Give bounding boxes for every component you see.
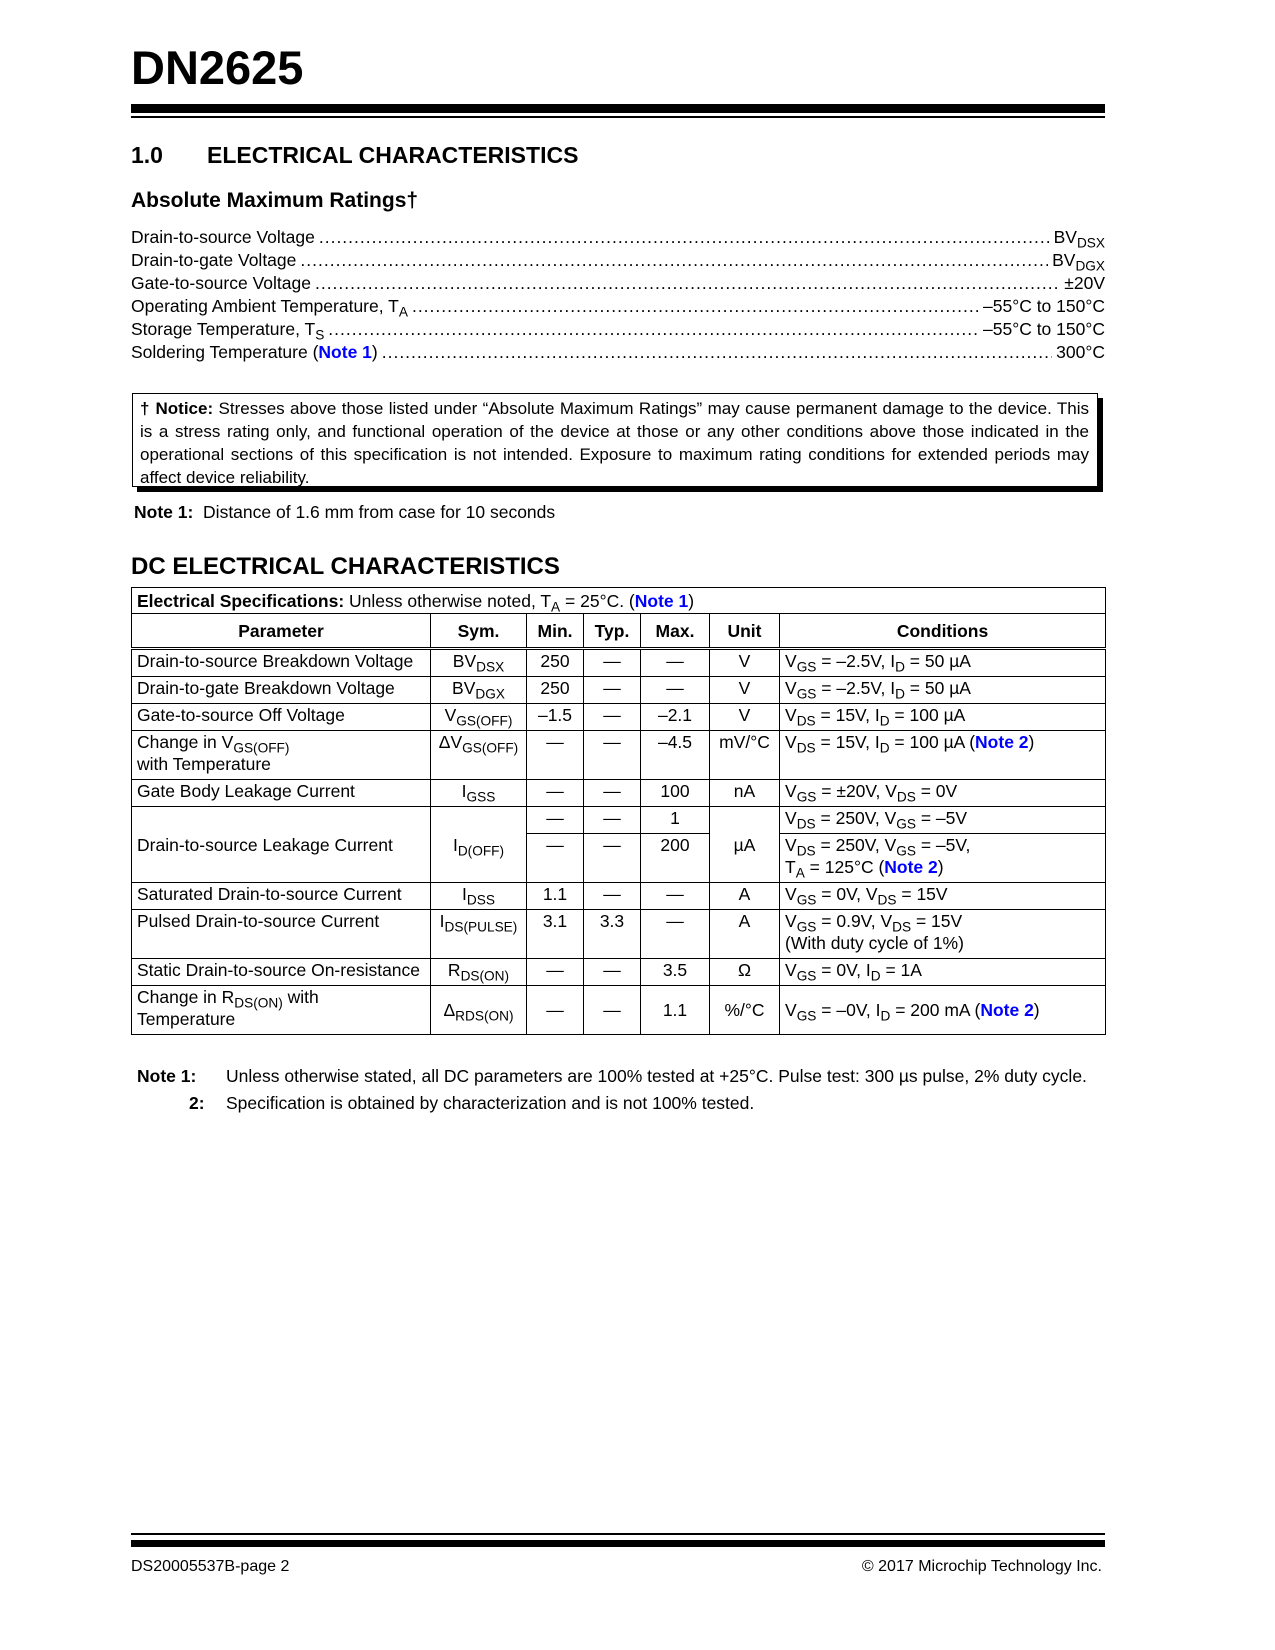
- amr-row: [131, 249, 1105, 272]
- sym-cell: $I_{DSS}$: [431, 883, 527, 910]
- note-text: Specification is obtained by characterization and is not 100% tested.: [226, 1093, 755, 1113]
- note-text: Unless otherwise stated, all DC parameters are 100% tested at +25°C. Pulse test: 300 µs pulse, 2% duty cycle.: [226, 1066, 1087, 1086]
- param-cell: Change in $V_{GS(OFF)}$ with Temperature: [132, 731, 431, 780]
- min-cell: –1.5: [527, 704, 584, 731]
- note-item: [137, 1092, 1097, 1115]
- amr-note: [134, 502, 555, 523]
- section-heading: [131, 142, 578, 169]
- amr-row: [131, 341, 1105, 364]
- max-cell: –4.5: [641, 731, 710, 780]
- amr-value: 300°C: [1056, 342, 1105, 362]
- max-cell: —: [641, 677, 710, 704]
- cond-cell: $V_{GS} = 0V$, $V_{DS} = 15V$: [780, 883, 1106, 910]
- amr-note-text: Distance of 1.6 mm from case for 10 seconds: [203, 502, 556, 522]
- note-label: 2:: [189, 1093, 205, 1113]
- sym-cell: $\Delta V_{GS(OFF)}$: [431, 731, 527, 780]
- param-cell: Gate-to-source Off Voltage: [132, 704, 431, 731]
- min-cell: —: [527, 834, 584, 883]
- table-row: [132, 910, 1106, 959]
- min-cell: 250: [527, 649, 584, 677]
- col-header-sym: Sym.: [431, 614, 527, 649]
- amr-label: Gate-to-source Voltage: [131, 273, 311, 293]
- table-header-row: [132, 614, 1106, 649]
- sym-cell: $BV_{DSX}$: [431, 649, 527, 677]
- amr-value: –55°C to 150°C: [983, 296, 1105, 316]
- leader-dots: [328, 318, 979, 341]
- col-header-unit: Unit: [710, 614, 780, 649]
- unit-cell: mV/°C: [710, 731, 780, 780]
- max-cell: 1: [641, 807, 710, 834]
- min-cell: —: [527, 959, 584, 986]
- table-row: [132, 807, 1106, 834]
- unit-cell: V: [710, 704, 780, 731]
- amr-value: ±20V: [1064, 273, 1105, 293]
- typ-cell: —: [584, 834, 641, 883]
- unit-cell: V: [710, 677, 780, 704]
- note-2-link[interactable]: Note 2: [884, 857, 938, 877]
- leader-dots: [300, 249, 1048, 272]
- cond-cell: $V_{GS} = 0V$, $I_D = 1A$: [780, 959, 1106, 986]
- document-title: DN2625: [131, 41, 304, 94]
- max-cell: 1.1: [641, 986, 710, 1035]
- cond-cell: $V_{GS} = -2.5V$, $I_D = 50$ µA: [780, 649, 1106, 677]
- typ-cell: —: [584, 780, 641, 807]
- typ-cell: —: [584, 986, 641, 1035]
- dc-characteristics-table: [131, 587, 1106, 1035]
- sym-cell: $I_{DS(PULSE)}$: [431, 910, 527, 959]
- table-row: [132, 883, 1106, 910]
- amr-list: [131, 226, 1105, 364]
- table-row: [132, 986, 1106, 1035]
- amr-row: [131, 295, 1105, 318]
- max-cell: 100: [641, 780, 710, 807]
- amr-row: [131, 226, 1105, 249]
- notice-box: [132, 393, 1098, 487]
- leader-dots: [319, 226, 1050, 249]
- param-cell: Drain-to-source Breakdown Voltage: [132, 649, 431, 677]
- note-1-link[interactable]: Note 1: [634, 590, 689, 611]
- unit-cell: A: [710, 910, 780, 959]
- typ-cell: —: [584, 883, 641, 910]
- col-header-max: Max.: [641, 614, 710, 649]
- header-rule-thick: [131, 104, 1105, 113]
- note-1-link[interactable]: Note 1: [318, 342, 372, 362]
- max-cell: –2.1: [641, 704, 710, 731]
- param-cell: Pulsed Drain-to-source Current: [132, 910, 431, 959]
- col-header-conditions: Conditions: [780, 614, 1106, 649]
- max-cell: —: [641, 910, 710, 959]
- amr-value: $BV_{DSX}$: [1053, 227, 1105, 249]
- sym-cell: $R_{DS(ON)}$: [431, 959, 527, 986]
- typ-cell: 3.3: [584, 910, 641, 959]
- min-cell: —: [527, 731, 584, 780]
- cond-cell: $V_{GS} = \pm 20V$, $V_{DS} = 0V$: [780, 780, 1106, 807]
- cond-cell: $V_{GS} = -2.5V$, $I_D = 50$ µA: [780, 677, 1106, 704]
- notice-label: † Notice:: [140, 399, 214, 418]
- section-number: 1.0: [131, 142, 163, 168]
- cond-cell: $V_{DS} = 15V$, $I_D = 100$ µA: [780, 704, 1106, 731]
- amr-row: [131, 272, 1105, 295]
- sym-cell: $V_{GS(OFF)}$: [431, 704, 527, 731]
- table-row: [132, 704, 1106, 731]
- note-item: [137, 1065, 1097, 1088]
- amr-note-label: Note 1:: [134, 502, 194, 522]
- unit-cell: V: [710, 649, 780, 677]
- sym-cell: $\Delta_{RDS(ON)}$: [431, 986, 527, 1035]
- col-header-min: Min.: [527, 614, 584, 649]
- cond-cell: $V_{DS} = 250V$, $V_{GS} = -5V$: [780, 807, 1106, 834]
- table-row: [132, 780, 1106, 807]
- amr-label: Drain-to-gate Voltage: [131, 250, 297, 270]
- col-header-typ: Typ.: [584, 614, 641, 649]
- table-row: [132, 731, 1106, 780]
- section-title: ELECTRICAL CHARACTERISTICS: [207, 142, 579, 168]
- typ-cell: —: [584, 959, 641, 986]
- amr-row: [131, 318, 1105, 341]
- amr-value: $BV_{DGX}$: [1052, 250, 1105, 272]
- typ-cell: —: [584, 704, 641, 731]
- min-cell: —: [527, 807, 584, 834]
- amr-label: Operating Ambient Temperature, $T_A$: [131, 296, 408, 318]
- typ-cell: —: [584, 677, 641, 704]
- param-cell: Gate Body Leakage Current: [132, 780, 431, 807]
- footer-copyright: © 2017 Microchip Technology Inc.: [861, 1558, 1102, 1575]
- note-label: Note 1:: [137, 1066, 197, 1086]
- param-cell: Drain-to-source Leakage Current: [132, 807, 431, 883]
- amr-label: Storage Temperature, $T_S$: [131, 319, 325, 341]
- min-cell: —: [527, 780, 584, 807]
- sym-cell: $I_{D(OFF)}$: [431, 807, 527, 883]
- sym-cell: $I_{GSS}$: [431, 780, 527, 807]
- max-cell: 3.5: [641, 959, 710, 986]
- min-cell: 250: [527, 677, 584, 704]
- footer-rule-thin: [131, 1533, 1105, 1535]
- unit-cell: Ω: [710, 959, 780, 986]
- unit-cell: nA: [710, 780, 780, 807]
- spec-row: [132, 588, 1106, 614]
- footer-rule-thick: [131, 1540, 1105, 1547]
- table-row: [132, 959, 1106, 986]
- min-cell: —: [527, 986, 584, 1035]
- cond-cell: $V_{DS} = 15V$, $I_D = 100$ µA (Note 2): [780, 731, 1106, 780]
- typ-cell: —: [584, 807, 641, 834]
- cond-cell: $V_{GS} = -0V$, $I_D = 200$ mA (Note 2): [780, 986, 1106, 1035]
- cond-cell: $V_{GS} = 0.9V$, $V_{DS} = 15V$ (With duty cycle of 1%): [780, 910, 1106, 959]
- min-cell: 1.1: [527, 883, 584, 910]
- param-cell: Static Drain-to-source On-resistance: [132, 959, 431, 986]
- footer-doc-number: DS20005537B-page 2: [131, 1558, 290, 1575]
- max-cell: 200: [641, 834, 710, 883]
- param-cell: Saturated Drain-to-source Current: [132, 883, 431, 910]
- unit-cell: %/°C: [710, 986, 780, 1035]
- amr-label: Drain-to-source Voltage: [131, 227, 315, 247]
- typ-cell: —: [584, 731, 641, 780]
- unit-cell: A: [710, 883, 780, 910]
- table-row: [132, 649, 1106, 677]
- amr-value: –55°C to 150°C: [983, 319, 1105, 339]
- leader-dots: [315, 272, 1060, 295]
- spec-cell: Electrical Specifications: Unless otherwise noted, $T_A = 25^\circ C$. (Note 1): [132, 588, 1106, 614]
- sym-cell: $BV_{DGX}$: [431, 677, 527, 704]
- notice-text: Stresses above those listed under “Absolute Maximum Ratings” may cause permanent damage to the device. This is a stress rating only, and functional operation of the device at those or any other conditions above those indicated in the operational sections of this specification is not intended. Exposure to maximum rating conditions for extended periods may affect device reliability.: [140, 399, 1089, 487]
- param-cell: Drain-to-gate Breakdown Voltage: [132, 677, 431, 704]
- note-2-link[interactable]: Note 2: [975, 732, 1029, 752]
- amr-heading: Absolute Maximum Ratings†: [131, 189, 419, 212]
- max-cell: —: [641, 883, 710, 910]
- amr-label: Soldering Temperature (Note 1): [131, 342, 378, 362]
- unit-cell: µA: [710, 807, 780, 883]
- note-2-link[interactable]: Note 2: [980, 1000, 1034, 1020]
- typ-cell: —: [584, 649, 641, 677]
- param-cell: Change in $R_{DS(ON)}$ with Temperature: [132, 986, 431, 1035]
- dc-heading: DC ELECTRICAL CHARACTERISTICS: [131, 553, 560, 580]
- leader-dots: [382, 341, 1052, 364]
- leader-dots: [412, 295, 979, 318]
- table-row: [132, 677, 1106, 704]
- cond-cell: $V_{DS} = 250V$, $V_{GS} = -5V$, $T_A = 125^\circ C$ (Note 2): [780, 834, 1106, 883]
- col-header-parameter: Parameter: [132, 614, 431, 649]
- dc-notes: [137, 1065, 1097, 1119]
- header-rule-thin: [131, 116, 1105, 118]
- max-cell: —: [641, 649, 710, 677]
- min-cell: 3.1: [527, 910, 584, 959]
